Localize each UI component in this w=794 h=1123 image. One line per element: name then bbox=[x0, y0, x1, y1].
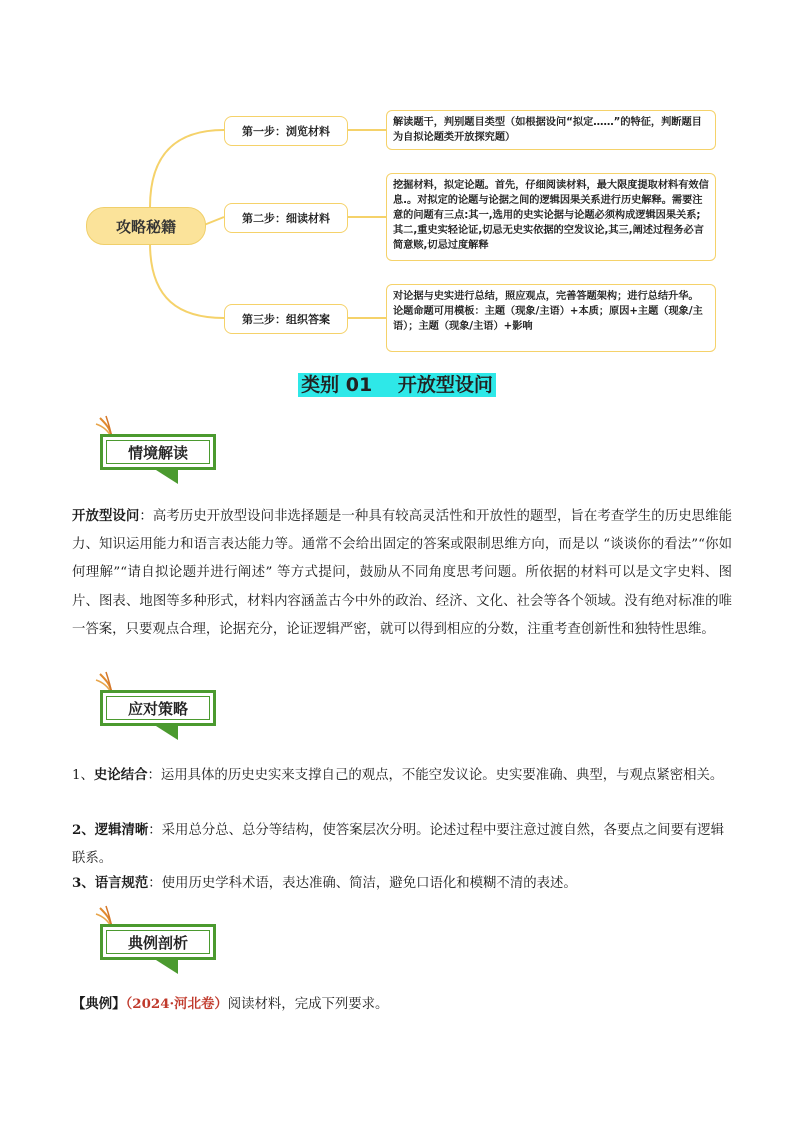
mindmap-step-2: 第二步：细读材料 bbox=[224, 203, 348, 233]
mindmap-desc-3 bbox=[386, 284, 716, 352]
section-badge-example bbox=[80, 904, 220, 984]
example-line bbox=[72, 990, 732, 1019]
strategy-text-3: ：使用历史学科术语，表达准确、简洁，避免口语化和模糊不清的表述。 bbox=[148, 876, 577, 891]
strategy-item-2 bbox=[72, 816, 732, 873]
mindmap-root: 攻略秘籍 bbox=[86, 207, 206, 245]
situation-paragraph bbox=[72, 502, 732, 644]
strategy-head-3: 语言规范 bbox=[94, 875, 149, 891]
mindmap-step-3: 第三步：组织答案 bbox=[224, 304, 348, 334]
category-title-text: 类别 01 开放型设问 bbox=[298, 373, 496, 397]
mindmap-desc-3-line2: 论题命题可用模板：主题（现象/主语）+本质；原因+主题（现象/主语）；主题（现象/主语）+影响 bbox=[393, 306, 703, 332]
section-title-example: 典例剖析 bbox=[106, 930, 210, 954]
strategy-num-3: 3、 bbox=[72, 875, 95, 891]
mindmap-desc-1: 解读题干，判别题目类型（如根据设问“拟定……”的特征，判断题目为自拟论题类开放探究题） bbox=[386, 110, 716, 150]
section-title-situation: 情境解读 bbox=[106, 440, 210, 464]
strategy-head-2: 逻辑清晰 bbox=[94, 822, 149, 838]
situation-text: ：高考历史开放型设问非选择题是一种具有较高灵活性和开放性的题型，旨在考查学生的历史思维能力、知识运用能力和语言表达能力等。通常不会给出固定的答案或限制思维方向，而是以 “谈谈你的看法”“你如何理解”“请自拟论题并进行阐述” 等方式提问，鼓励从不同角度思考问题。所依据的材料可以是文字史料、图片、图表、地图等多种形式，材料内容涵盖古今中外的政治、经济、文化、社会等各个领域。没有绝对标准的唯一答案，只要观点合理，论据充分，论证逻辑严密，就可以得到相应的分数，注重考查创新性和独特性思维。 bbox=[72, 509, 733, 637]
section-title-strategy: 应对策略 bbox=[106, 696, 210, 720]
mindmap-step-1: 第一步：浏览材料 bbox=[224, 116, 348, 146]
strategy-num-2: 2、 bbox=[72, 822, 95, 838]
strategy-text-2: ：采用总分总、总分等结构，使答案层次分明。论述过程中要注意过渡自然，各要点之间要有逻辑联系。 bbox=[72, 823, 725, 866]
strategy-head-1: 史论结合 bbox=[93, 767, 148, 783]
strategy-num-1: 1、 bbox=[72, 768, 94, 783]
strategy-item-3 bbox=[72, 869, 732, 898]
example-text: 阅读材料，完成下列要求。 bbox=[227, 997, 389, 1012]
mindmap-desc-3-line1: 对论据与史实进行总结，照应观点，完善答题架构；进行总结升华。 bbox=[393, 291, 699, 302]
example-source: （2024·河北卷） bbox=[125, 996, 228, 1012]
mindmap-desc-2: 挖掘材料，拟定论题。首先，仔细阅读材料，最大限度提取材料有效信息.。对拟定的论题与论据之间的逻辑因果关系进行历史解释。需要注意的问题有三点:其一,选用的史实论据与论题必须构成逻辑因果关系;其二,重史实轻论证,切忌无史实依据的空发议论,其三,阐述过程务必言简意赅,切忌过度解释 bbox=[386, 173, 716, 261]
example-label: 【典例】 bbox=[72, 996, 126, 1012]
strategy-item-1 bbox=[72, 761, 732, 790]
situation-term: 开放型设问 bbox=[72, 508, 140, 524]
strategy-text-1: ：运用具体的历史史实来支撑自己的观点，不能空发议论。史实要准确、典型，与观点紧密相关。 bbox=[147, 768, 724, 783]
section-badge-strategy bbox=[80, 670, 220, 750]
category-title bbox=[0, 370, 794, 397]
section-badge-situation bbox=[80, 414, 220, 494]
